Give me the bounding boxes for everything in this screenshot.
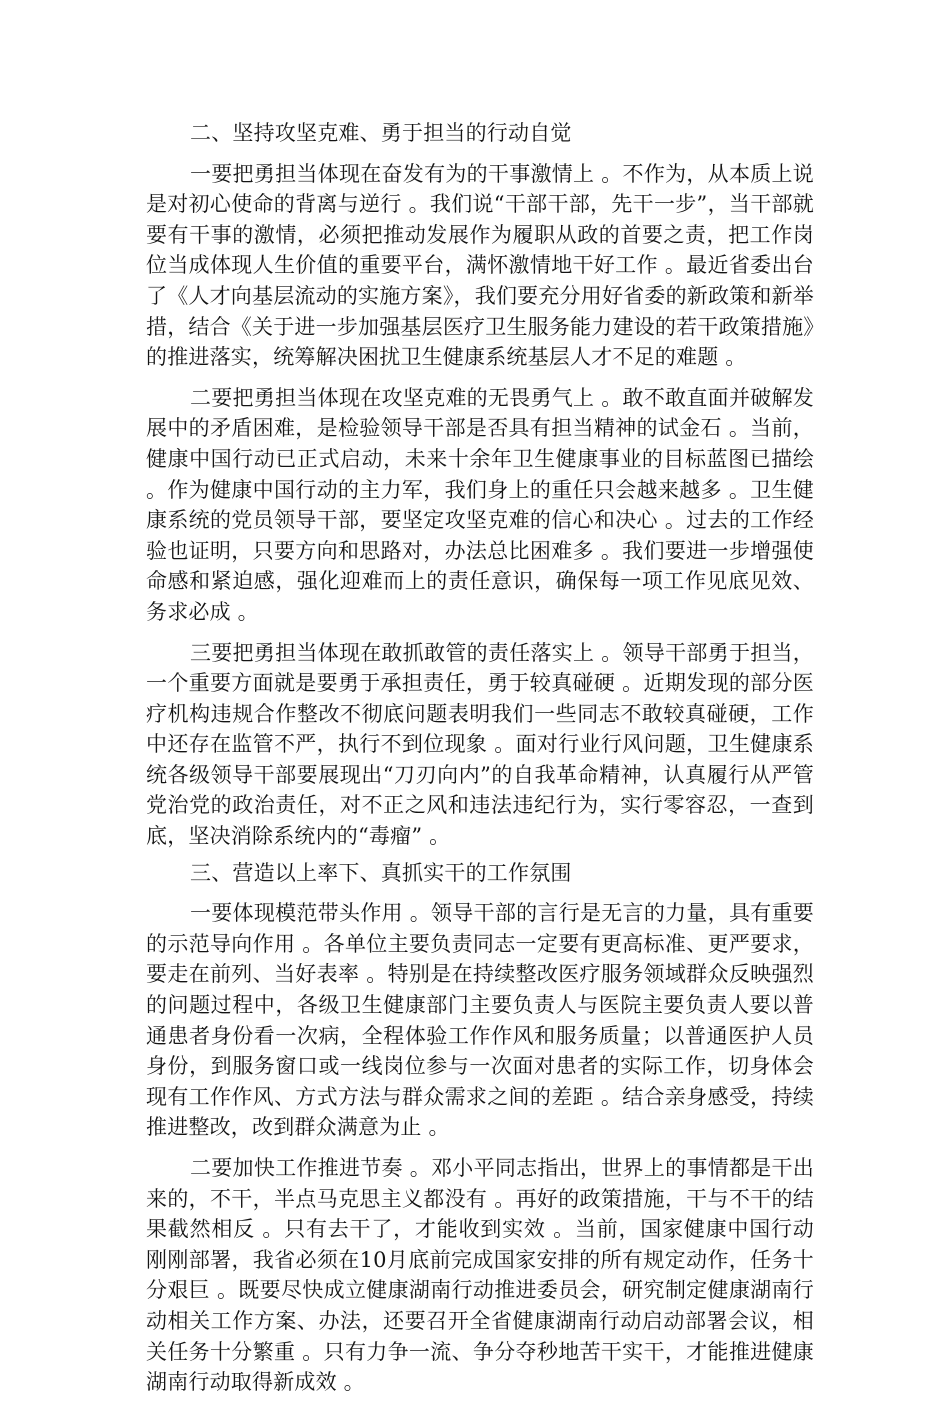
paragraph-2-2: 二要把勇担当体现在攻坚克难的无畏勇气上 。敢不敢直面并破解发展中的矛盾困难，是检验领导干部是否具有担当精神的试金石 。当前，健康中国行动已正式启动，未来十余年卫生健康事业的目标蓝图已描绘 。作为健康中国行动的主力军，我们身上的重任只会越来越多 。卫生健康系统的党员领导干部，要坚定攻坚克难的信心和决心 。过去的工作经验也证明，只要方向和思路对，办法总比困难多 。我们要进一步增强使命感和紧迫感，强化迎难而上的责任意识，确保每一项工作见底见效、务求必成 。 — [146, 385, 814, 624]
paragraph-3-1: 一要体现模范带头作用 。领导干部的言行是无言的力量，具有重要的示范导向作用 。各单位主要负责同志一定要有更高标准、更严要求，要走在前列、当好表率 。特别是在持续整改医疗服务领域群众反映强烈的问题过程中，各级卫生健康部门主要负责人与医院主要负责人要以普通患者身份看一次病，全程体验工作作风和服务质量；以普通医护人员身份，到服务窗口或一线岗位参与一次面对患者的实际工作，切身体会现有工作作风、方式方法与群众需求之间的差距 。结合亲身感受，持续推进整改，改到群众满意为止 。 — [146, 901, 814, 1140]
paragraph-3-2: 二要加快工作推进节奏 。邓小平同志指出，世界上的事情都是干出来的，不干，半点马克思主义都没有 。再好的政策措施，干与不干的结果截然相反 。只有去干了，才能收到实效 。当前，国家健康中国行动刚刚部署，我省必须在10月底前完成国家安排的所有规定动作，任务十分艰巨 。既要尽快成立健康湖南行动推进委员会，研究制定健康湖南行动相关工作方案、办法，还要召开全省健康湖南行动启动部署会议，相关任务十分繁重 。只有力争一流、争分夺秒地苦干实干，才能推进健康湖南行动取得新成效 。 — [146, 1156, 814, 1395]
paragraph-2-1: 一要把勇担当体现在奋发有为的干事激情上 。不作为，从本质上说是对初心使命的背离与逆行 。我们说“干部干部，先干一步”，当干部就要有干事的激情，必须把推动发展作为履职从政的首要之责，把工作岗位当成体现人生价值的重要平台，满怀激情地干好工作 。最近省委出台了《人才向基层流动的实施方案》，我们要充分用好省委的新政策和新举措，结合《关于进一步加强基层医疗卫生服务能力建设的若干政策措施》的推进落实，统筹解决困扰卫生健康系统基层人才不足的难题 。 — [146, 161, 814, 370]
paragraph-2-3: 三要把勇担当体现在敢抓敢管的责任落实上 。领导干部勇于担当，一个重要方面就是要勇于承担责任，勇于较真碰硬 。近期发现的部分医疗机构违规合作整改不彻底问题表明我们一些同志不敢较真碰硬，工作中还存在监管不严，执行不到位现象 。面对行业行风问题，卫生健康系统各级领导干部要展现出“刀刃向内”的自我革命精神，认真履行从严管党治党的政治责任，对不正之风和违法违纪行为，实行零容忍，一查到底，坚决消除系统内的“毒瘤” 。 — [146, 640, 814, 849]
section-heading-2: 二、坚持攻坚克难、勇于担当的行动自觉 — [190, 121, 572, 145]
document-body — [146, 118, 814, 1408]
section-heading-3: 三、营造以上率下、真抓实干的工作氛围 — [190, 860, 572, 885]
